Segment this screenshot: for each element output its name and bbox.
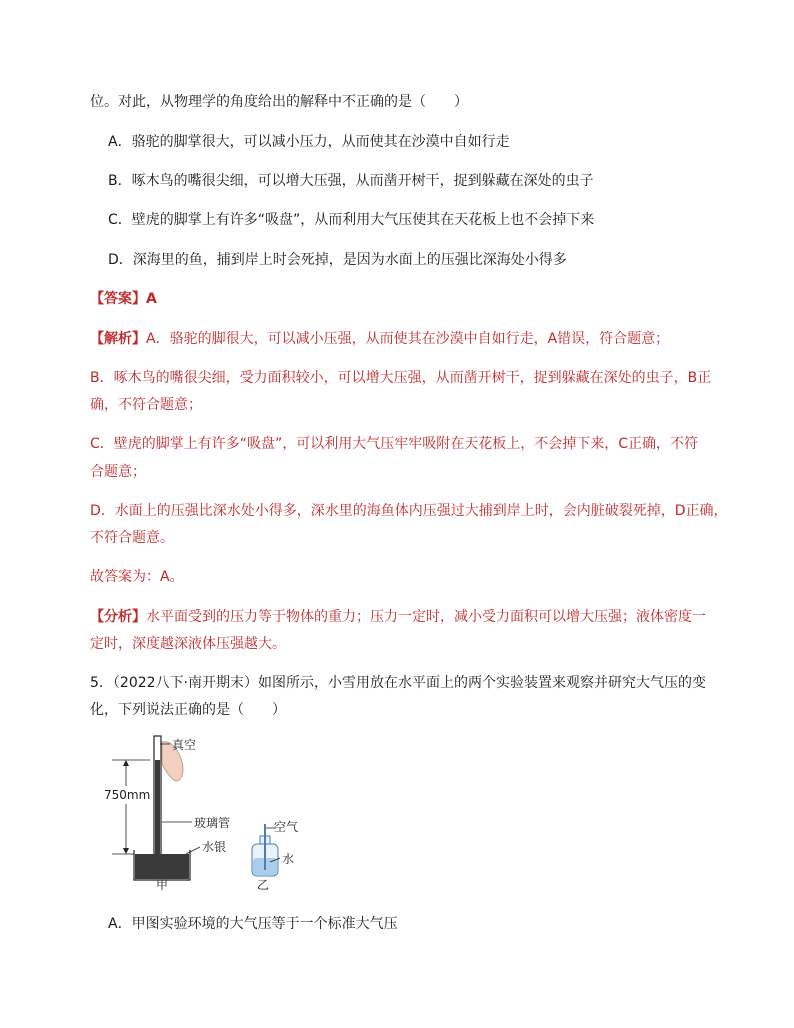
question-5-line2: 化，下列说法正确的是（ ）	[90, 702, 286, 718]
answer-line	[90, 289, 157, 309]
height-arrow-up-head	[123, 760, 129, 766]
experiment-diagram	[100, 728, 340, 892]
fenxi-line1	[90, 607, 706, 627]
analysis-c-line2: 合题意；	[90, 464, 146, 480]
question-5-line1: 5．（2022八下·南开期末）如图所示，小雪用放在水平面上的两个实验装置来观察并研究大气压的变	[90, 675, 706, 691]
height-arrow-down-head	[123, 848, 129, 854]
analysis-a-text: A．骆驼的脚很大，可以减小压强，从而使其在沙漠中自如行走，A错误，符合题意；	[146, 331, 670, 347]
label-mercury: 水银	[202, 840, 227, 854]
label-air: 空气	[274, 820, 299, 834]
analysis-tag: 【解析】	[90, 331, 146, 347]
question-4-stem-tail: 位。对此，从物理学的角度给出的解释中不正确的是（ ）	[90, 94, 468, 110]
analysis-d-line1: D．水面上的压强比深水处小得多，深水里的海鱼体内压强过大捕到岸上时，会内脏破裂死掉，D正确，	[90, 503, 728, 519]
q4-option-c: C．壁虎的脚掌上有许多“吸盘”，从而利用大气压使其在天花板上也不会掉下来	[108, 212, 595, 228]
analysis-conclusion: 故答案为：A。	[90, 569, 184, 585]
label-height: 750mm	[104, 788, 151, 802]
analysis-a	[90, 329, 669, 349]
answer-value: A	[146, 291, 157, 307]
mercury-column	[155, 760, 160, 856]
analysis-d-line2: 不符合题意。	[90, 530, 174, 546]
mercury-in-dish	[135, 854, 189, 879]
q4-option-b: B．啄木鸟的嘴很尖细，可以增大压强，从而凿开树干，捉到躲藏在深处的虫子	[108, 173, 594, 189]
analysis-b-line2: 确，不符合题意；	[90, 397, 202, 413]
mercury-leader	[186, 847, 200, 854]
analysis-b-line1: B．啄木鸟的嘴很尖细，受力面积较小，可以增大压强，从而凿开树干，捉到躲藏在深处的虫子，B正	[90, 370, 712, 386]
fenxi-text: 水平面受到的压力等于物体的重力；压力一定时，减小受力面积可以增大压强；液体密度一	[146, 609, 706, 625]
answer-tag: 【答案】	[90, 291, 146, 307]
fenxi-line2: 定时，深度越深液体压强越大。	[90, 636, 286, 652]
q5-option-a: A．甲图实验环境的大气压等于一个标准大气压	[108, 916, 398, 932]
experiment-figure	[100, 728, 340, 892]
analysis-c-line1: C．壁虎的脚掌上有许多“吸盘”，可以利用大气压牢牢吸附在天花板上，不会掉下来，C正确，不符	[90, 436, 699, 452]
label-yi: 乙	[257, 878, 270, 892]
fenxi-tag: 【分析】	[90, 609, 146, 625]
q4-option-d: D．深海里的鱼，捕到岸上时会死掉，是因为水面上的压强比深海处小得多	[108, 252, 567, 268]
q4-option-a: A．骆驼的脚掌很大，可以减小压力，从而使其在沙漠中自如行走	[108, 134, 510, 150]
label-jia: 甲	[156, 878, 169, 892]
label-vacuum: 真空	[172, 738, 197, 752]
label-glass-tube: 玻璃管	[194, 816, 231, 830]
label-water: 水	[282, 852, 295, 866]
